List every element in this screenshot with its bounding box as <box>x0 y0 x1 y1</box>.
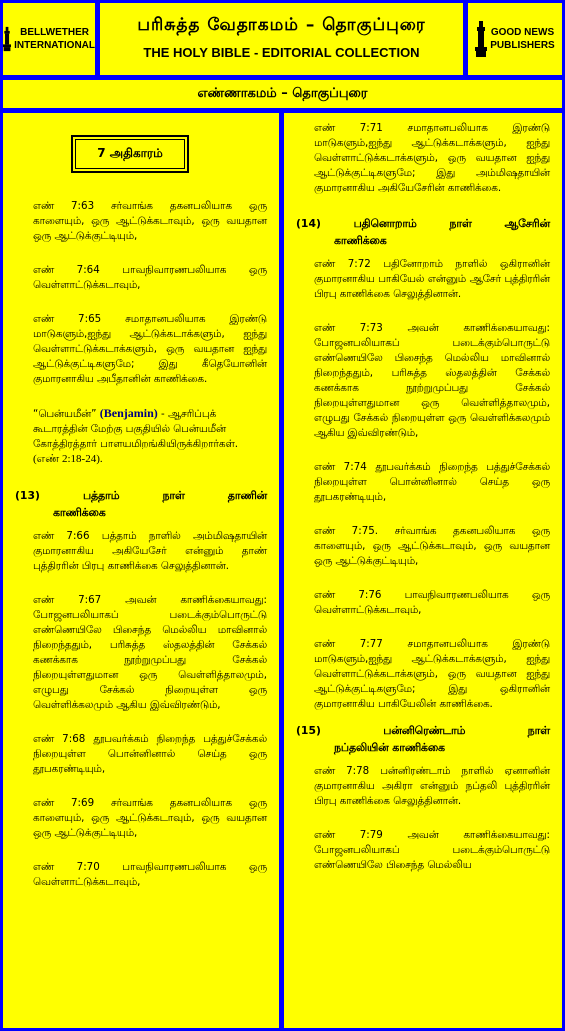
heading-word: பத்தாம் <box>82 489 120 502</box>
logo-line1: GOOD NEWS <box>490 27 555 38</box>
heading-word: நாள் <box>527 724 550 737</box>
heading-number: (15) <box>296 724 321 737</box>
verse-paragraph: எண் 7:76 பாவநிவாரணபலியாக ஒரு வெள்ளாட்டுக்கடாவும், <box>314 589 550 616</box>
verse-paragraph: எண் 7:77 சமாதானபலியாக இரண்டு மாடுகளும்,ஐந்து ஆட்டுக்கடாக்களும், ஐந்து வெள்ளாட்டுக்கடாக்களும், ஒரு வயதான ஐந்து ஆட்டுக்குட்டிகளுமே; இது ஒகிரானின் குமாரனாகிய பாகியேலின் காணிக்கை. <box>314 638 550 710</box>
heading-line2: காணிக்கை <box>334 234 387 247</box>
verse-paragraph: எண் 7:65 சமாதானபலியாக இரண்டு மாடுகளும்,ஐந்து ஆட்டுக்கடாக்களும், ஐந்து வெள்ளாட்டுக்கடாக்களும், ஒரு வயதான ஐந்து ஆட்டுக்குட்டிகளுமே; இது கீதெயோனின் குமாரனாகிய அபீதானின் காணிக்கை. <box>33 313 267 385</box>
heading-number: (14) <box>296 217 321 230</box>
heading-word: பன்னிரெண்டாம் <box>383 724 466 737</box>
verse-paragraph: எண் 7:72 பதினோறாம் நாளில் ஒகிரானின் குமாரனாகிய பாகியேல் என்னும் ஆசேர் புத்திரரின் பிரபு காணிக்கை செலுத்தினான். <box>314 258 550 300</box>
verse-paragraph: எண் 7:69 சர்வாங்க தகனபலியாக ஒரு காளையும், ஒரு ஆட்டுக்கடாவும், ஒரு வயதான ஒரு ஆட்டுக்குட்டியும், <box>33 797 267 839</box>
verse-paragraph: எண் 7:66 பத்தாம் நாளில் அம்மிஷதாயின் குமாரனாகிய அகியேசேர் என்னும் தாண் புத்திரரின் பிரபு காணிக்கை செலுத்தினான். <box>33 530 267 572</box>
left-column <box>3 113 279 1028</box>
logo-line2: INTERNATIONAL <box>14 40 95 51</box>
heading-word: நாள் <box>449 217 472 230</box>
verse-paragraph: எண் 7:75. சர்வாங்க தகனபலியாக ஒரு காளையும், ஒரு ஆட்டுக்கடாவும், ஒரு வயதான ஒரு ஆட்டுக்குட்டியும், <box>314 525 550 567</box>
verse-paragraph: எண் 7:70 பாவநிவாரணபலியாக ஒரு வெள்ளாட்டுக்கடாவும், <box>33 861 267 888</box>
section-heading-15 <box>296 722 550 756</box>
right-column <box>284 113 562 1028</box>
heading-word: தாணின் <box>227 489 267 502</box>
book-tower-icon <box>3 21 11 57</box>
heading-line2: காணிக்கை <box>53 506 106 519</box>
benjamin-note <box>33 406 267 467</box>
verse-paragraph: எண் 7:63 சர்வாங்க தகனபலியாக ஒரு காளையும், ஒரு ஆட்டுக்கடாவும், ஒரு வயதான ஒரு ஆட்டுக்குட்டியும், <box>33 200 267 242</box>
note-english: (Benjamin) <box>99 406 158 420</box>
note-text: “பென்யமீன்” <box>33 408 97 420</box>
logo-line2: PUBLISHERS <box>490 40 555 51</box>
book-subtitle <box>3 80 562 108</box>
section-heading-13 <box>15 487 267 521</box>
heading-number: (13) <box>15 489 40 502</box>
title-tamil: பரிசுத்த வேதாகமம் – தொகுப்புரை <box>137 14 426 35</box>
subtitle-text: எண்ணாகமம் – தொகுப்புரை <box>197 86 368 101</box>
verse-paragraph: எண் 7:71 சமாதானபலியாக இரண்டு மாடுகளும்,ஐந்து ஆட்டுக்கடாக்களும், ஐந்து வெள்ளாட்டுக்கடாக்களும், ஒரு வயதான ஐந்து ஆட்டுக்குட்டிகளுமே; இது அம்மிஷதாயின் குமாரனாகிய அகியேசேரின் காணிக்கை. <box>314 122 550 194</box>
note-text: - ஆசரிப்புக் கூடாரத்தின் மேற்கு பகுதியில் பென்யமீன் கோத்திரத்தார் பாளயமிறங்கியிருக்கிறார்கள். <box>33 408 239 450</box>
verse-paragraph: எண் 7:74 தூபவர்க்கம் நிறைந்த பத்துச்சேக்கல் நிறையுள்ள பொன்னினால் செய்த ஒரு தூபகரண்டியும், <box>314 461 550 503</box>
verse-paragraph: எண் 7:68 தூபவர்க்கம் நிறைந்த பத்துச்சேக்கல் நிறையுள்ள பொன்னினால் செய்த ஒரு தூபகரண்டியும், <box>33 733 267 775</box>
verse-paragraph: எண் 7:67 அவன் காணிக்கையாவது: போஜனபலியாகப் படைக்கும்பொருட்டு எண்ணெயிலே பிசைந்த மெல்லிய மாவினால் நிறைந்ததும், பரிசுத்த ஸ்தலத்தின் சேக்கல் கணக்காக நூற்றுமுப்பது சேக்கல் நிறையுள்ளதுமான ஒரு வெள்ளித்தாலமும், எழுபது சேக்கல் நிறையுள்ள ஒரு வெள்ளிக்கலமும் ஆகிய இவ்விரண்டும், <box>33 594 267 711</box>
page-header <box>100 3 463 75</box>
bellwether-logo <box>3 3 95 75</box>
heading-line2: நப்தலியின் காணிக்கை <box>334 741 445 754</box>
good-news-logo <box>468 3 562 75</box>
verse-paragraph: எண் 7:78 பன்னிரண்டாம் நாளில் ஏனானின் குமாரனாகிய அகிரா என்னும் நப்தலி புத்திரரின் பிரபு காணிக்கை செலுத்தினான். <box>314 765 550 807</box>
title-english: THE HOLY BIBLE - EDITORIAL COLLECTION <box>143 44 420 60</box>
logo-line1: BELLWETHER <box>20 27 89 38</box>
chapter-box <box>71 135 189 173</box>
note-reference: (எண் 2:18-24). <box>33 453 103 465</box>
verse-paragraph: எண் 7:64 பாவநிவாரணபலியாக ஒரு வெள்ளாட்டுக்கடாவும், <box>33 264 267 291</box>
section-heading-14 <box>296 215 550 249</box>
verse-paragraph: எண் 7:73 அவன் காணிக்கையாவது: போஜனபலியாகப் படைக்கும்பொருட்டு எண்ணெயிலே பிசைந்த மெல்லிய மாவினால் நிறைந்ததும், பரிசுத்த ஸ்தலத்தின் சேக்கல் கணக்காக நூற்றுமுப்பது சேக்கல் நிறையுள்ளதுமான ஒரு வெள்ளித்தாலமும், எழுபது சேக்கல் நிறையுள்ள ஒரு வெள்ளிக்கலமும் ஆகிய இவ்விரண்டும், <box>314 322 550 439</box>
book-tower-icon <box>475 21 487 57</box>
heading-word: பதினொறாம் <box>353 217 417 230</box>
heading-word: நாள் <box>162 489 185 502</box>
chapter-label: 7 அதிகாரம் <box>97 146 163 160</box>
verse-paragraph: எண் 7:79 அவன் காணிக்கையாவது: போஜனபலியாகப் படைக்கும்பொருட்டு எண்ணெயிலே பிசைந்த மெல்லிய <box>314 829 550 871</box>
heading-word: ஆசேரின் <box>504 217 550 230</box>
